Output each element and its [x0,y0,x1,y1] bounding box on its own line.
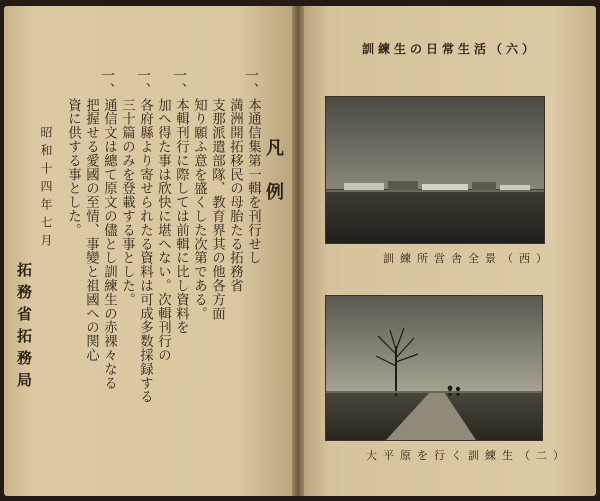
item-3-line-1: 各府縣より寄せられたる資料は可成多数採録する [137,98,153,404]
item-4-line-1: 通信文は總て原文の儘とし訓練生の赤裸々なる [101,98,117,390]
photo-plain-road [325,295,543,441]
item-1-line-4: 知り願ふ意を盛くした次第である。 [191,98,207,321]
photo-1-caption: 訓練所営舎全景（西） [383,252,553,265]
item-3-line-2: 三十篇のみを登載する事とした。 [119,98,135,307]
book-gutter [292,6,304,496]
item-1-line-1: 本通信集第一輯を刊行せし [245,98,261,265]
running-head: 訓練生の日常生活（六） [361,42,538,56]
item-2-line-2: 加へ得た事は欣快に堪へない。次輯刊行の [155,98,171,363]
item-2-line-1: 本輯刊行に際しては前輯に比し資料を [173,98,189,335]
photo-barracks-plain [325,96,545,244]
publication-date: 昭和十四年七月 [39,126,53,252]
item-2-bullet: 一、 [171,68,187,97]
item-4-line-2: 把握せる愛國の至情、事變と祖國への関心 [83,98,99,363]
preface-heading: 凡例 [263,138,284,226]
item-4-bullet: 一、 [99,68,115,97]
publisher-signature: 拓務省拓務局 [15,262,33,394]
photo-2-caption: 大平原を行く訓練生（二） [366,449,570,462]
item-3-bullet: 一、 [135,68,151,97]
item-1-bullet: 一、 [243,68,259,97]
item-1-line-3: 支那派遣部隊、教育界其の他各方面 [209,98,225,321]
item-1-line-2: 満洲開拓移民の母胎たる拓務省 [227,98,243,293]
item-4-line-3: 資に供する事とした。 [65,98,81,237]
